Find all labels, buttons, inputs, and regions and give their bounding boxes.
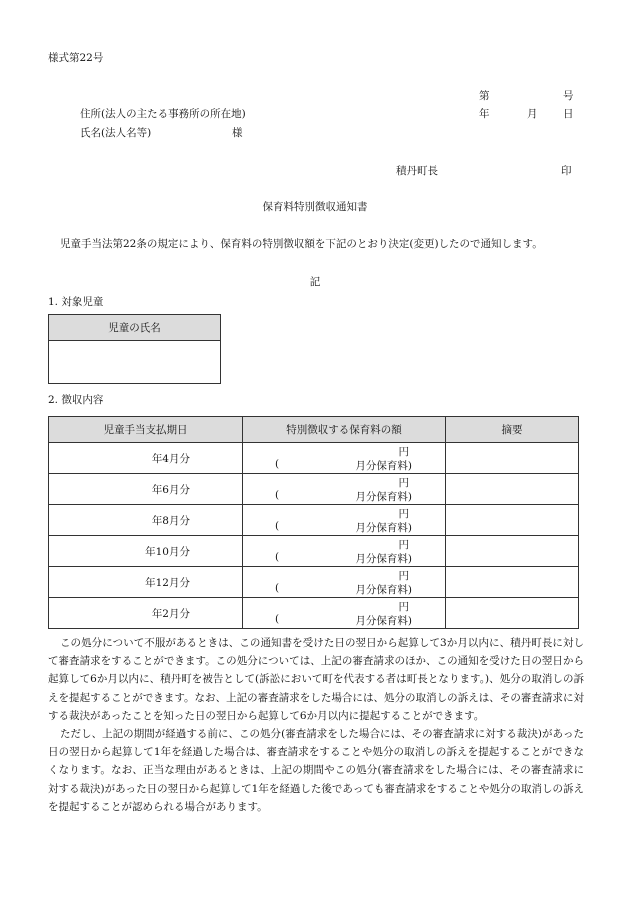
intro-text: 児童手当法第22条の規定により、保育料の特別徴収額を下記のとおり決定(変更)したので通知します。 <box>60 238 543 250</box>
notice-paragraph-2: ただし、上記の期間が経過する前に、この処分(審査請求をした場合には、その審査請求に対する裁決)があった日の翌日から起算して1年を経過した場合は、審査請求をすることや処分の取消しの訴えを提起することができなくなります。なお、正当な理由があるときは、上記の期間やこの処分(審査請求をした場合には、その審査請求に対する裁決)があった日の翌日から起算して1年を経過した後であっても審査請求をすることや処分の取消しの訴えを提起することが認められる場合があります。 <box>48 728 584 813</box>
child-name-header: 児童の氏名 <box>49 315 221 341</box>
col-remarks: 摘要 <box>446 417 579 443</box>
table-row <box>49 505 579 536</box>
yen-label: 円 <box>398 446 409 458</box>
month-fee-label: 月分保育料) <box>355 584 412 596</box>
child-name-cell[interactable] <box>49 341 221 384</box>
amount-cell[interactable] <box>243 536 446 567</box>
section1-heading: 1. 対象児童 <box>48 296 104 308</box>
form-number: 様式第22号 <box>48 52 104 64</box>
remarks-cell[interactable] <box>446 443 579 474</box>
seal-mark: 印 <box>561 165 572 177</box>
paren-open: ( <box>275 613 280 625</box>
issuer: 積丹町長 <box>396 165 438 177</box>
table-row <box>49 443 579 474</box>
ki-mark: 記 <box>309 276 321 288</box>
amount-cell[interactable] <box>243 443 446 474</box>
yen-label: 円 <box>398 539 409 551</box>
remarks-cell[interactable] <box>446 567 579 598</box>
date-month: 月 <box>527 108 538 120</box>
month-fee-label: 月分保育料) <box>355 491 412 503</box>
amount-cell[interactable] <box>243 567 446 598</box>
remarks-cell[interactable] <box>446 598 579 629</box>
table-row <box>49 567 579 598</box>
period-cell: 年6月分 <box>49 474 243 505</box>
period-cell: 年8月分 <box>49 505 243 536</box>
document-title: 保育料特別徴収通知書 <box>262 201 368 213</box>
period-cell: 年10月分 <box>49 536 243 567</box>
remarks-cell[interactable] <box>446 505 579 536</box>
month-fee-label: 月分保育料) <box>355 460 412 472</box>
child-table <box>48 314 221 384</box>
yen-label: 円 <box>398 477 409 489</box>
yen-label: 円 <box>398 508 409 520</box>
amount-cell[interactable] <box>243 505 446 536</box>
month-fee-label: 月分保育料) <box>355 522 412 534</box>
amount-cell[interactable] <box>243 598 446 629</box>
collection-table <box>48 416 579 629</box>
honorific: 様 <box>232 127 243 139</box>
section2-heading: 2. 徴収内容 <box>48 394 104 406</box>
month-fee-label: 月分保育料) <box>355 553 412 565</box>
period-cell: 年2月分 <box>49 598 243 629</box>
yen-label: 円 <box>398 601 409 613</box>
period-cell: 年12月分 <box>49 567 243 598</box>
remarks-cell[interactable] <box>446 536 579 567</box>
date-day: 日 <box>563 108 574 120</box>
col-fee-amount: 特別徴収する保育料の額 <box>243 417 446 443</box>
paren-open: ( <box>275 582 280 594</box>
number-suffix: 号 <box>563 90 574 102</box>
amount-cell[interactable] <box>243 474 446 505</box>
paren-open: ( <box>275 458 280 470</box>
table-row <box>49 536 579 567</box>
table-row <box>49 598 579 629</box>
paren-open: ( <box>275 551 280 563</box>
address-label: 住所(法人の主たる事務所の所在地) <box>80 108 246 120</box>
date-year: 年 <box>479 108 490 120</box>
period-cell: 年4月分 <box>49 443 243 474</box>
col-payment-date: 児童手当支払期日 <box>49 417 243 443</box>
notice-block <box>48 634 584 816</box>
notice-paragraph-1: この処分について不服があるときは、この通知書を受けた日の翌日から起算して3か月以内に、積丹町長に対して審査請求をすることができます。この処分については、上記の審査請求のほか、この通知を受けた日の翌日から起算して6か月以内に、積丹町を被告として(訴訟において町を代表する者は町長となります。)、処分の取消しの訴えを提起することができます。なお、上記の審査請求をした場合には、処分の取消しの訴えは、その審査請求に対する裁決があったことを知った日の翌日から起算して6か月以内に提起することができます。 <box>48 637 584 722</box>
name-label: 氏名(法人名等) <box>80 127 152 139</box>
remarks-cell[interactable] <box>446 474 579 505</box>
paren-open: ( <box>275 489 280 501</box>
table-row <box>49 474 579 505</box>
number-prefix: 第 <box>479 90 490 102</box>
month-fee-label: 月分保育料) <box>355 615 412 627</box>
paren-open: ( <box>275 520 280 532</box>
yen-label: 円 <box>398 570 409 582</box>
